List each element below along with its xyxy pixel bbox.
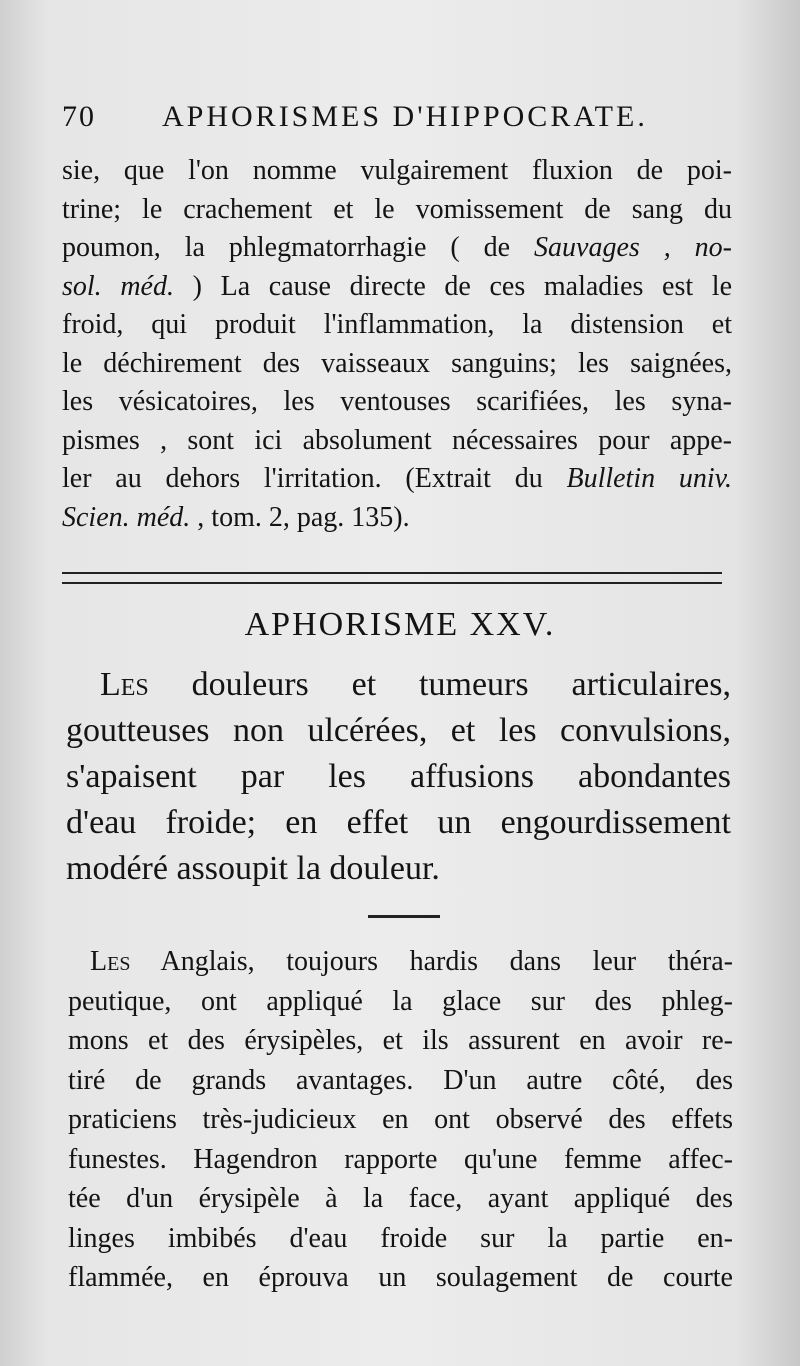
commentary-line: tiré de grands avantages. D'un autre côté, des [68, 1064, 733, 1096]
aphorism-line: goutteuses non ulcérées, et les convulsions, [66, 712, 731, 749]
previous-note-text [62, 152, 732, 537]
note-line: pismes , sont ici absolument nécessaires pour appe- [62, 424, 732, 456]
italic-citation: Sauvages , no- [534, 232, 733, 263]
commentary-line: Les Anglais, toujours hardis dans leur théra- [90, 946, 733, 977]
aphorism-line: Les douleurs et tumeurs articulaires, [100, 666, 731, 703]
aphorism-text [66, 662, 731, 892]
commentary-line: praticiens très-judicieux en ont observé des effets [68, 1104, 733, 1135]
aphorism-line: d'eau froide; en effet un engourdissement [66, 804, 731, 841]
note-line: trine; le crachement et le vomissement de sang du [62, 193, 732, 225]
commentary-line: linges imbibés d'eau froide sur la partie en- [68, 1222, 733, 1254]
note-line: le déchirement des vaisseaux sanguins; les saignées, [62, 347, 732, 379]
note-line: sie, que l'on nomme vulgairement fluxion de poi- [62, 155, 732, 186]
italic-citation: Bulletin univ. [566, 463, 733, 494]
aphorism-line: modéré assoupit la douleur. [66, 850, 440, 887]
short-divider [368, 915, 440, 918]
note-line: sol. méd. ) La cause directe de ces maladies est le [62, 270, 733, 302]
page-header [62, 100, 742, 144]
commentary-line: mons et des érysipèles, et ils assurent en avoir re- [68, 1025, 733, 1056]
aphorism-line: s'apaisent par les affusions abondantes [66, 758, 731, 795]
note-line: ler au dehors l'irritation. (Extrait du Bulletin univ. [62, 463, 733, 494]
running-head: APHORISMES D'HIPPOCRATE. [162, 100, 648, 133]
commentary-line: funestes. Hagendron rapporte qu'une femme affec- [68, 1143, 733, 1175]
page-number: 70 [62, 100, 96, 133]
note-line: froid, qui produit l'inflammation, la distension et [62, 309, 732, 340]
initial-word: Les [100, 666, 149, 703]
commentary-line: flammée, en éprouva un soulagement de courte [68, 1262, 733, 1293]
italic-citation: sol. méd. [62, 270, 174, 302]
note-line: les vésicatoires, les ventouses scarifiées, les syna- [62, 386, 732, 417]
italic-citation: Scien. méd. [62, 501, 191, 533]
note-line: Scien. méd. , tom. 2, pag. 135). [62, 501, 410, 533]
note-line: poumon, la phlegmatorrhagie ( de Sauvages , no- [62, 232, 733, 263]
commentary-text [68, 942, 733, 1298]
section-divider [62, 572, 722, 584]
commentary-line: peutique, ont appliqué la glace sur des phleg- [68, 985, 733, 1017]
commentary-line: tée d'un érysipèle à la face, ayant appliqué des [68, 1183, 733, 1214]
initial-word: Les [90, 946, 131, 977]
aphorism-title: APHORISME XXV. [244, 606, 556, 643]
